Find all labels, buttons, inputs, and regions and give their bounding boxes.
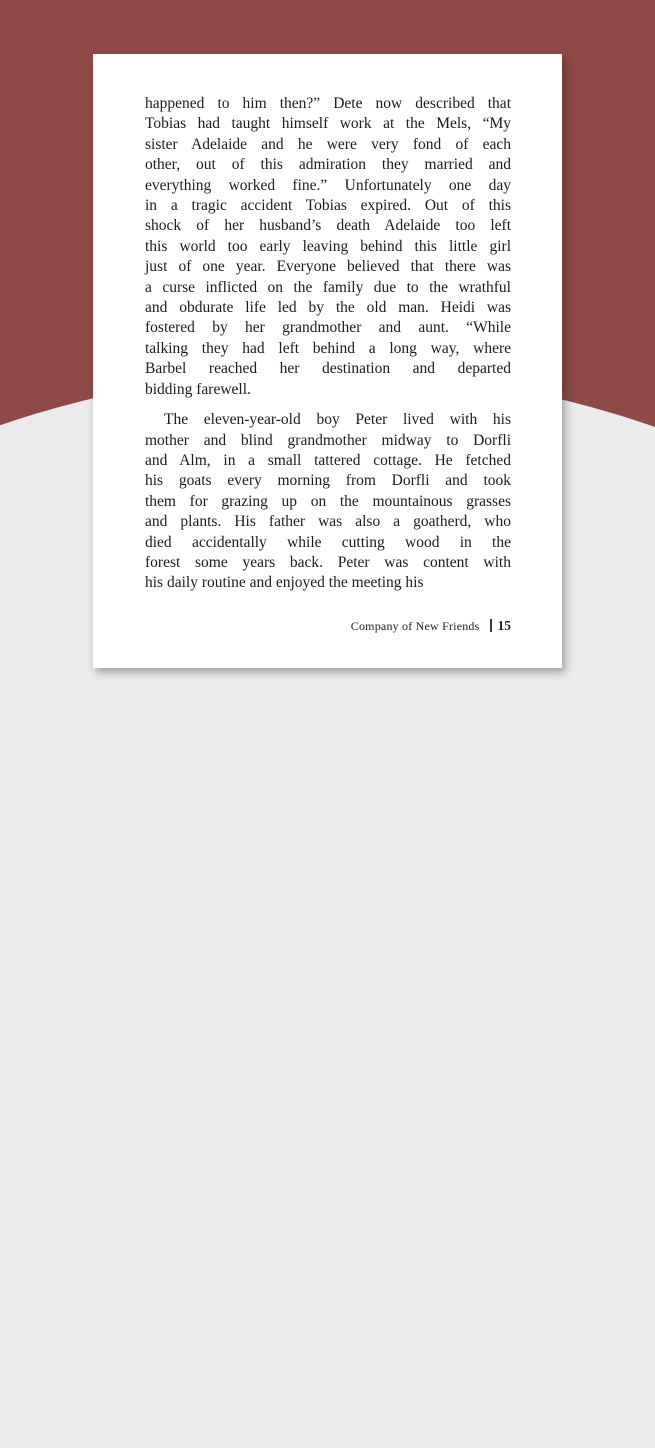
text-line: everything worked fine.” Unfortunately one day — [145, 176, 511, 194]
text-line: his goats every morning from Dorfli and took — [145, 472, 511, 490]
text-line: his daily routine and enjoyed the meeting his — [145, 574, 424, 592]
text-line: fostered by her grandmother and aunt. “While — [145, 319, 511, 337]
text-line: mother and blind grandmother midway to Dorfli — [145, 431, 511, 449]
text-line: this world too early leaving behind this little girl — [145, 237, 511, 255]
footer-page-number: 15 — [497, 617, 511, 633]
footer-separator-bar — [490, 619, 492, 632]
text-line: other, out of this admiration they married and — [145, 156, 511, 174]
text-line: them for grazing up on the mountainous grasses — [145, 492, 511, 510]
text-line: and obdurate life led by the old man. Heidi was — [145, 299, 511, 317]
text-line: just of one year. Everyone believed that there was — [145, 258, 511, 276]
text-line: talking they had left behind a long way, where — [145, 339, 511, 357]
text-line: in a tragic accident Tobias expired. Out of this — [145, 197, 511, 215]
text-line: Tobias had taught himself work at the Mels, “My — [145, 115, 511, 133]
text-line: happened to him then?” Dete now described that — [145, 95, 511, 112]
book-page — [93, 54, 562, 668]
text-line: sister Adelaide and he were very fond of each — [145, 135, 511, 153]
text-line: forest some years back. Peter was content with — [145, 553, 511, 571]
text-line: and Alm, in a small tattered cottage. He fetched — [145, 451, 511, 469]
text-line: The eleven-year-old boy Peter lived with his — [164, 411, 511, 429]
text-line: bidding farewell. — [145, 380, 251, 398]
text-line: a curse inflicted on the family due to the wrathful — [145, 278, 511, 296]
paragraph — [145, 410, 511, 594]
text-line: died accidentally while cutting wood in the — [145, 533, 511, 551]
text-line: and plants. His father was also a goatherd, who — [145, 513, 511, 531]
page-text — [145, 94, 511, 594]
footer-chapter-title: Company of New Friends — [350, 618, 480, 633]
running-footer — [145, 618, 511, 634]
text-line: shock of her husband’s death Adelaide too left — [145, 217, 511, 235]
text-line: Barbel reached her destination and departed — [145, 360, 511, 378]
paragraph — [145, 94, 511, 400]
